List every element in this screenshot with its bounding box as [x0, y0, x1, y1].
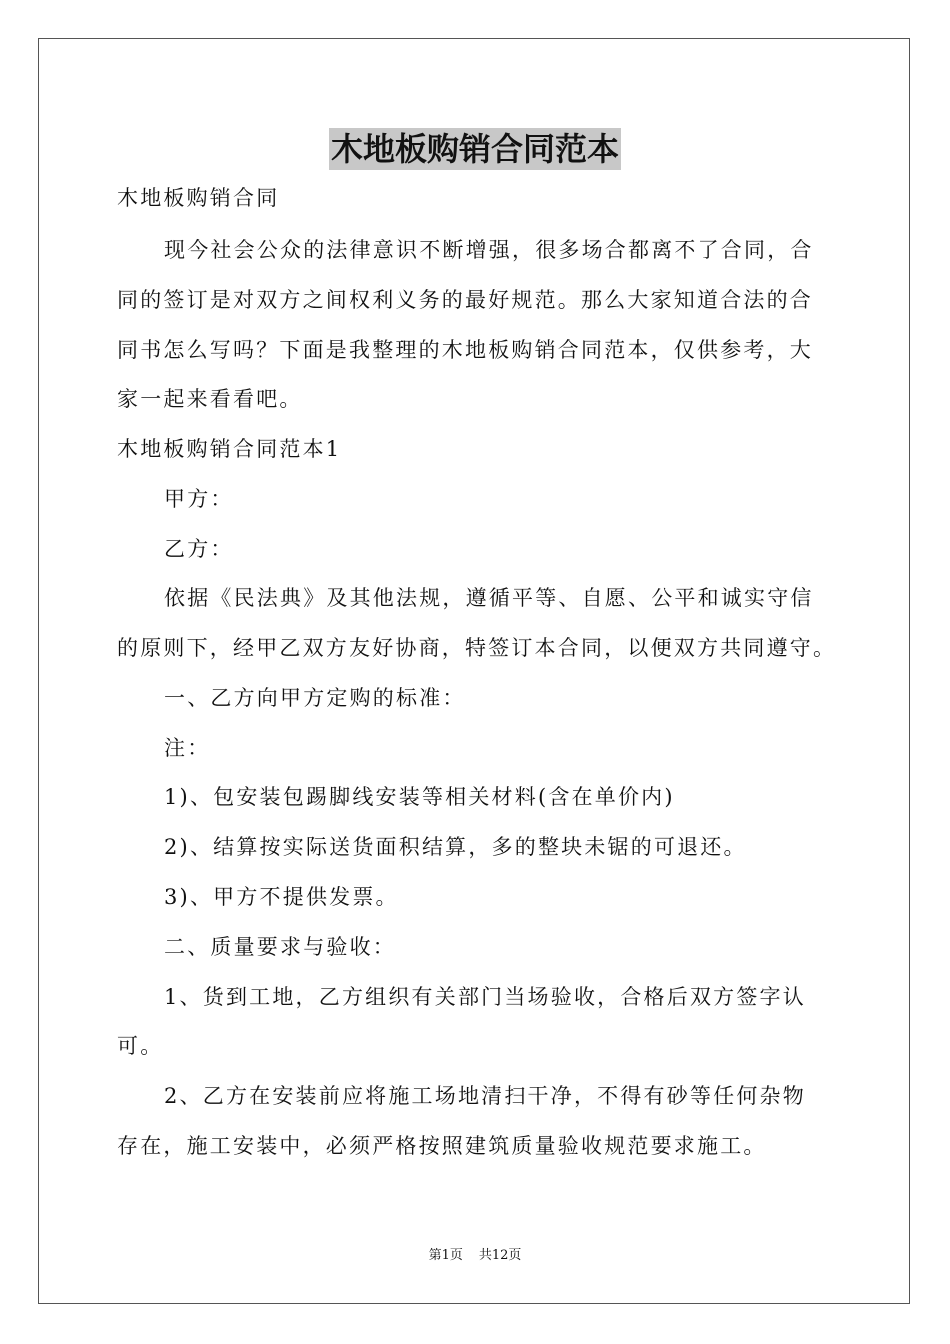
paragraph-line: 同书怎么写吗？下面是我整理的木地板购销合同范本，仅供参考，大: [117, 338, 813, 362]
page-border: [38, 38, 910, 1304]
paragraph-line: 现今社会公众的法律意识不断增强，很多场合都离不了合同，合: [164, 238, 814, 262]
paragraph-line: 的原则下，经甲乙双方友好协商，特签订本合同，以便双方共同遵守。: [117, 636, 837, 660]
paragraph-line: 1、货到工地，乙方组织有关部门当场验收，合格后双方签字认: [164, 985, 806, 1009]
note-item: 3)、甲方不提供发票。: [164, 885, 399, 909]
paragraph-line: 家一起来看看吧。: [117, 387, 303, 411]
paragraph-line: 同的签订是对双方之间权利义务的最好规范。那么大家知道合法的合: [117, 288, 813, 312]
section-heading: 木地板购销合同范本1: [117, 437, 342, 461]
note-label: 注：: [164, 736, 211, 760]
party-a-line: 甲方：: [164, 487, 234, 511]
paragraph-line: 2、乙方在安装前应将施工场地清扫干净，不得有砂等任何杂物: [164, 1084, 806, 1108]
clause-heading: 一、乙方向甲方定购的标准：: [164, 686, 466, 710]
note-item: 1)、包安装包踢脚线安装等相关材料(含在单价内): [164, 785, 675, 809]
clause-heading: 二、质量要求与验收：: [164, 935, 396, 959]
page-number: 第1页: [428, 1248, 463, 1263]
paragraph-line: 依据《民法典》及其他法规，遵循平等、自愿、公平和诚实守信: [164, 586, 814, 610]
subtitle-line: 木地板购销合同: [117, 186, 280, 210]
page-footer: [0, 1247, 950, 1265]
note-item: 2)、结算按实际送货面积结算，多的整块未锯的可退还。: [164, 835, 747, 859]
title-container: [0, 128, 950, 170]
page-total: 共12页: [478, 1248, 522, 1263]
paragraph-line: 存在，施工安装中，必须严格按照建筑质量验收规范要求施工。: [117, 1134, 767, 1158]
party-b-line: 乙方：: [164, 537, 234, 561]
document-title: 木地板购销合同范本: [330, 130, 619, 168]
paragraph-line: 可。: [117, 1034, 164, 1058]
